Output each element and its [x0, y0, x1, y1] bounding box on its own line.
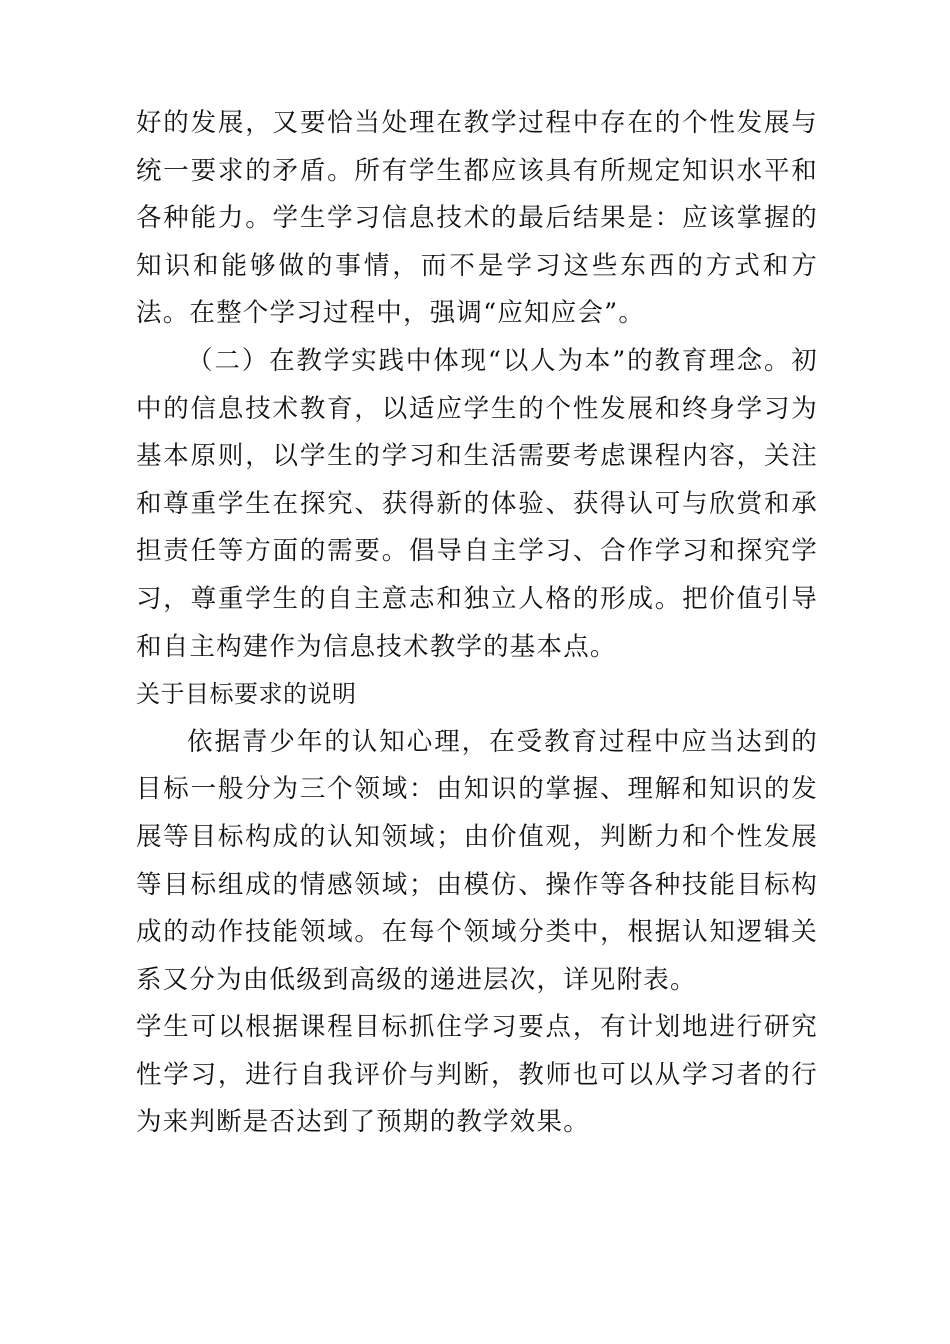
paragraph-section-two: （二）在教学实践中体现“以人为本”的教育理念。初中的信息技术教育，以适应学生的个性发展和终身学习为基本原则，以学生的学习和生活需要考虑课程内容，关注和尊重学生在探究、获得新的体验、获得认可与欣赏和承担责任等方面的需要。倡导自主学习、合作学习和探究学习，尊重学生的自主意志和独立人格的形成。把价值引导和自主构建作为信息技术教学的基本点。	[136, 345, 818, 662]
document-page	[136, 100, 818, 1147]
section-heading: 关于目标要求的说明	[136, 680, 357, 709]
paragraph-learning-points: 学生可以根据课程目标抓住学习要点，有计划地进行研究性学习，进行自我评价与判断，教师也可以从学习者的行为来判断是否达到了预期的教学效果。	[136, 1012, 818, 1138]
paragraph-target-domains: 依据青少年的认知心理，在受教育过程中应当达到的目标一般分为三个领域：由知识的掌握、理解和知识的发展等目标构成的认知领域；由价值观，判断力和个性发展等目标组成的情感领域；由模仿、操作等各种技能目标构成的动作技能领域。在每个领域分类中，根据认知逻辑关系又分为由低级到高级的递进层次，详见附表。	[136, 726, 818, 995]
paragraph-continuation: 好的发展，又要恰当处理在教学过程中存在的个性发展与统一要求的矛盾。所有学生都应该具有所规定知识水平和各种能力。学生学习信息技术的最后结果是：应该掌握的知识和能够做的事情，而不是学习这些东西的方式和方法。在整个学习过程中，强调“应知应会”。	[136, 108, 818, 329]
